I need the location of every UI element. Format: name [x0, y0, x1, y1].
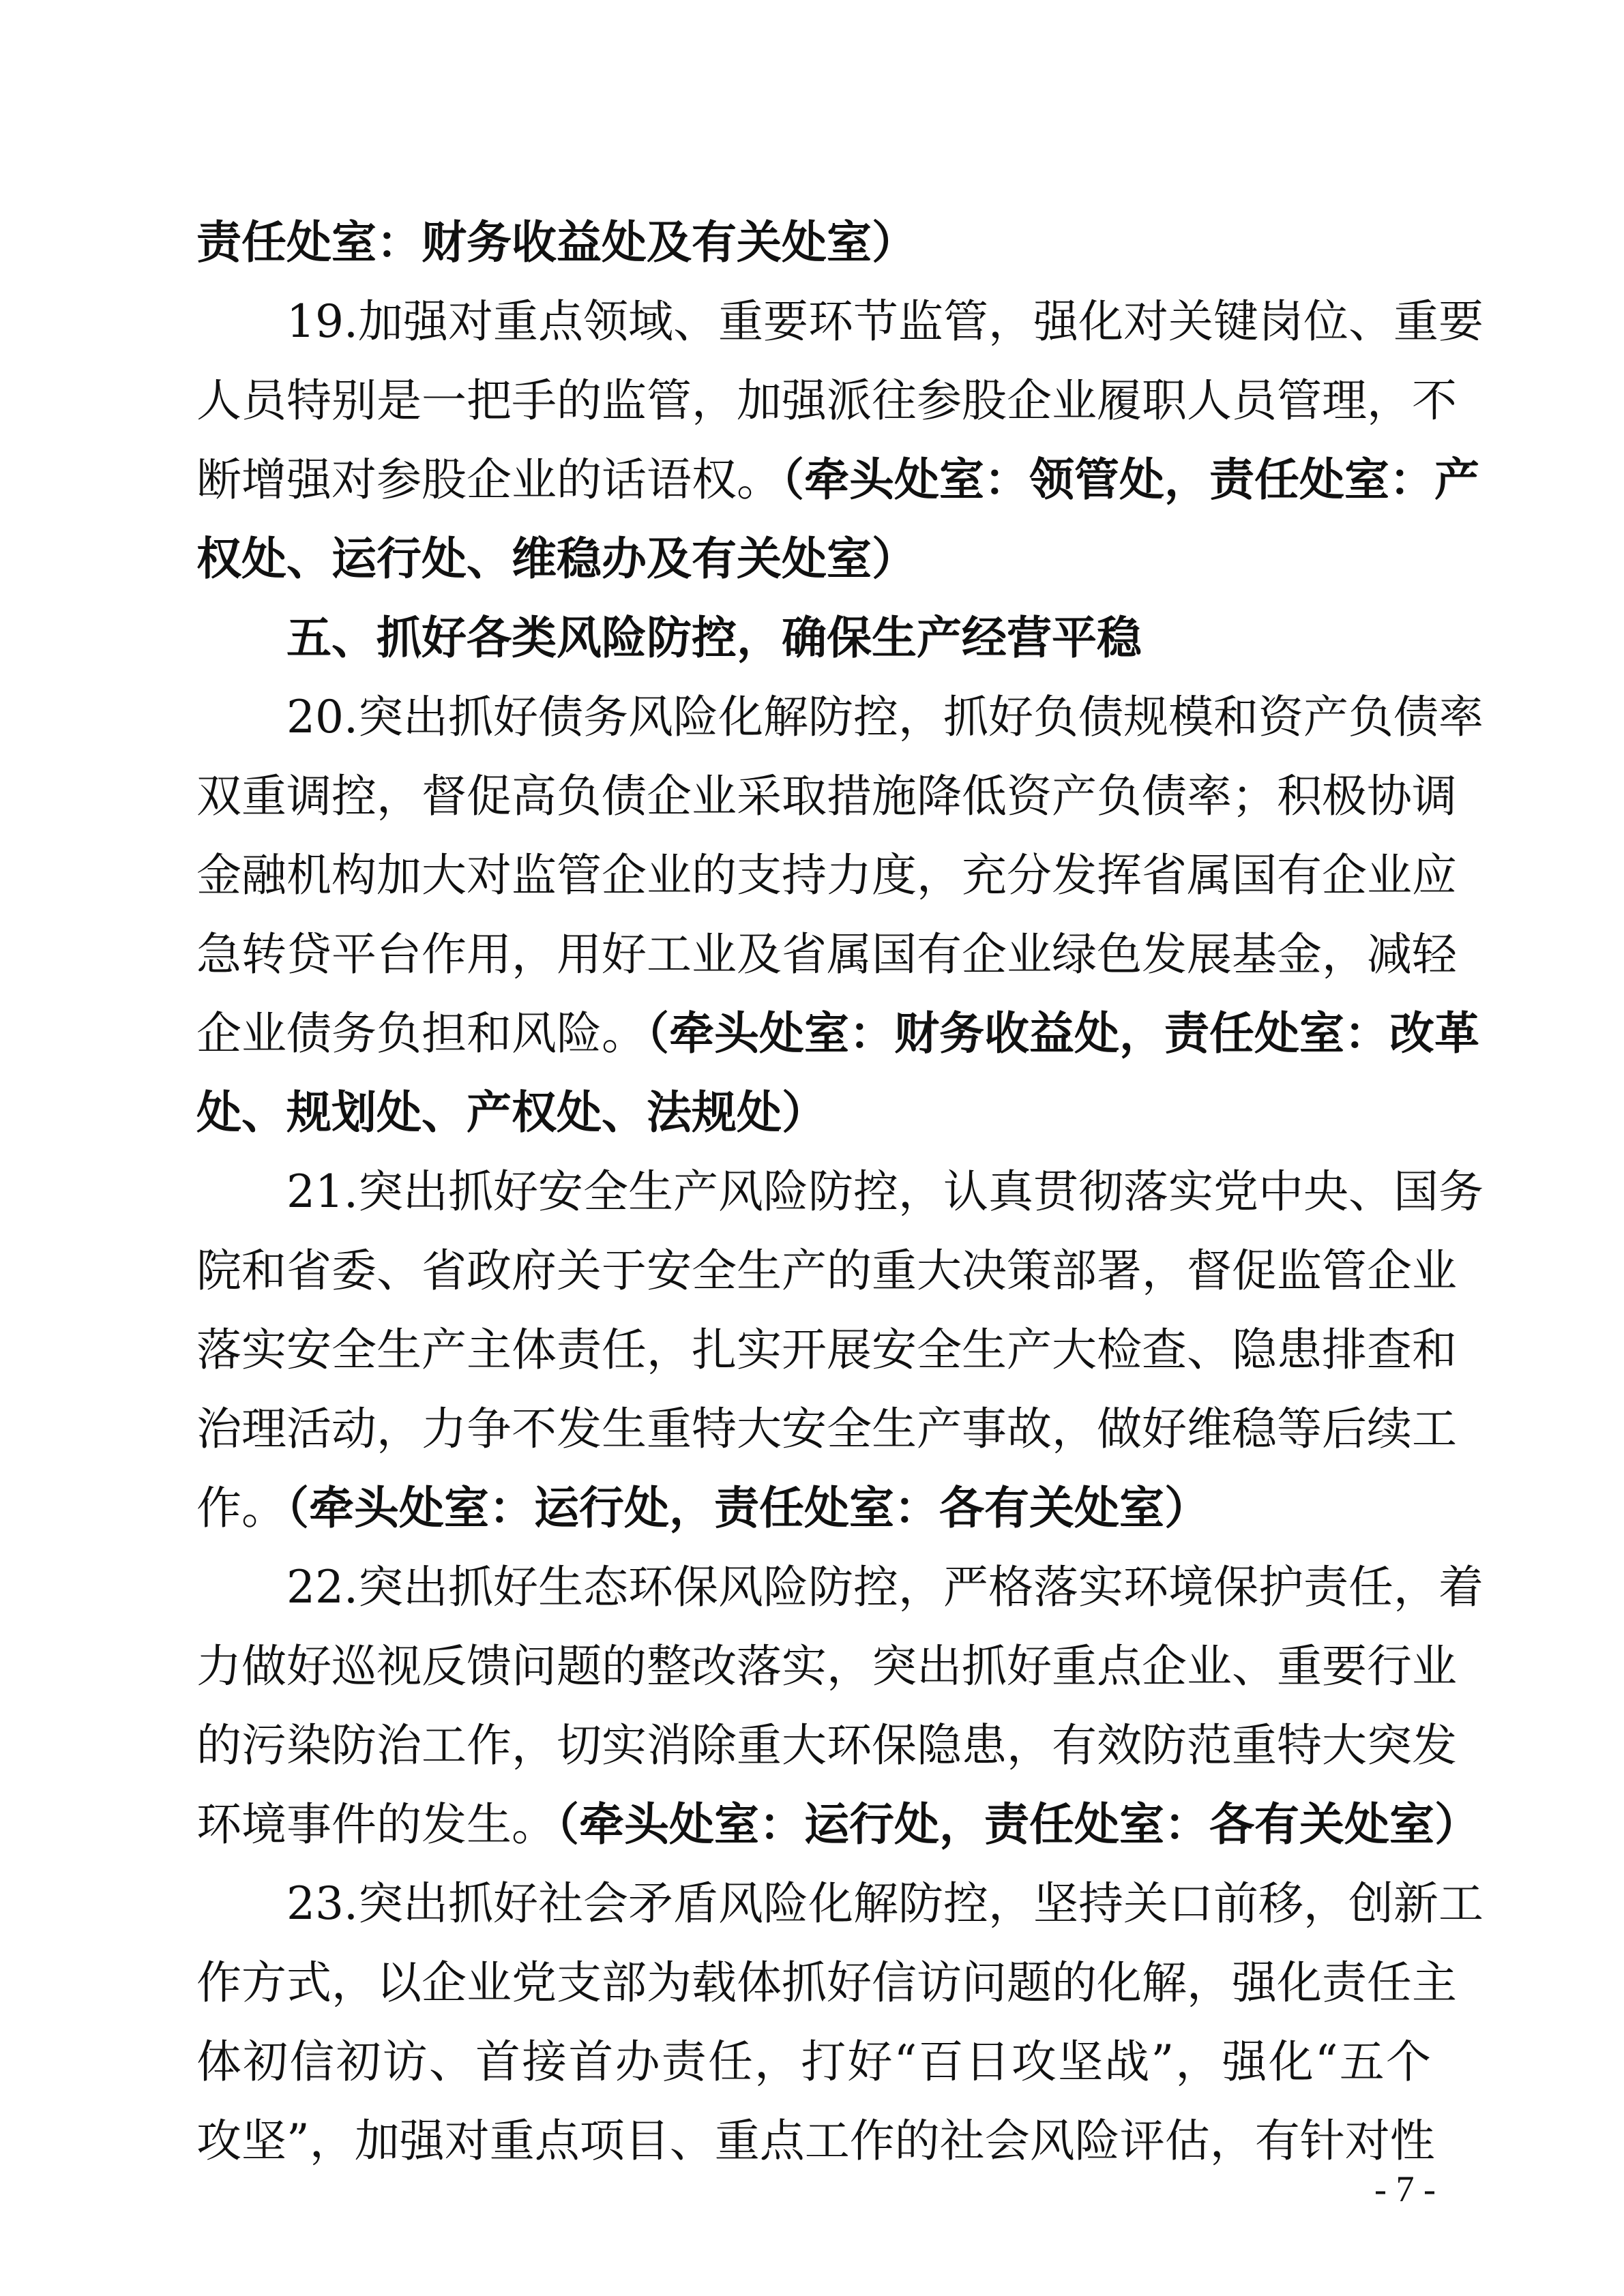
text-line: 权处、运行处、维稳办及有关处室） — [196, 533, 917, 585]
text-line: 金融机构加大对监管企业的支持力度，充分发挥省属国有企业应 — [196, 849, 1457, 901]
page-number: - 7 - — [1374, 2168, 1436, 2209]
paragraph-21-line: 21.突出抓好安全生产风险防控，认真贯彻落实党中央、国务 — [286, 1165, 1483, 1218]
text-line: 环境事件的发生。（牵头处室：运行处，责任处室：各有关处室） — [196, 1798, 1479, 1851]
text-line: 治理活动，力争不发生重特大安全生产事故，做好维稳等后续工 — [196, 1403, 1457, 1455]
text-line: 作方式，以企业党支部为载体抓好信访问题的化解，强化责任主 — [196, 1956, 1457, 2009]
paragraph-19-line: 19.加强对重点领域、重要环节监管，强化对关键岗位、重要 — [286, 295, 1483, 348]
text-line: 双重调控，督促高负债企业采取措施降低资产负债率；积极协调 — [196, 770, 1457, 822]
text-line: 急转贷平台作用，用好工业及省属国有企业绿色发展基金，减轻 — [196, 928, 1457, 981]
text-line: 的污染防治工作，切实消除重大环保隐患，有效防范重特大突发 — [196, 1719, 1457, 1772]
text-line: 作。（牵头处室：运行处，责任处室：各有关处室） — [196, 1482, 1209, 1534]
text-line: 人员特别是一把手的监管，加强派往参股企业履职人员管理，不 — [196, 374, 1457, 427]
section-heading: 五、抓好各类风险防控，确保生产经营平稳 — [286, 612, 1142, 664]
text-line: 断增强对参股企业的话语权。（牵头处室：领管处，责任处室：产 — [196, 453, 1479, 506]
text-line: 体初信初访、首接首办责任，打好“百日攻坚战”，强化“五个 — [196, 2036, 1431, 2088]
text-line: 攻坚”，加强对重点项目、重点工作的社会风险评估，有针对性 — [196, 2115, 1435, 2167]
text-line: 院和省委、省政府关于安全生产的重大决策部署，督促监管企业 — [196, 1244, 1457, 1297]
text-line: 处、规划处、产权处、法规处） — [196, 1086, 827, 1139]
text-line: 企业债务负担和风险。（牵头处室：财务收益处，责任处室：改革 — [196, 1007, 1479, 1060]
text-line: 力做好巡视反馈问题的整改落实，突出抓好重点企业、重要行业 — [196, 1640, 1457, 1693]
paragraph-22-line: 22.突出抓好生态环保风险防控，严格落实环境保护责任，着 — [286, 1561, 1483, 1613]
paragraph-20-line: 20.突出抓好债务风险化解防控，抓好负债规模和资产负债率 — [286, 691, 1483, 743]
text-line: 责任处室：财务收益处及有关处室） — [196, 216, 917, 269]
text-line: 落实安全生产主体责任，扎实开展安全生产大检查、隐患排查和 — [196, 1324, 1457, 1376]
paragraph-23-line: 23.突出抓好社会矛盾风险化解防控，坚持关口前移，创新工 — [286, 1877, 1483, 1930]
